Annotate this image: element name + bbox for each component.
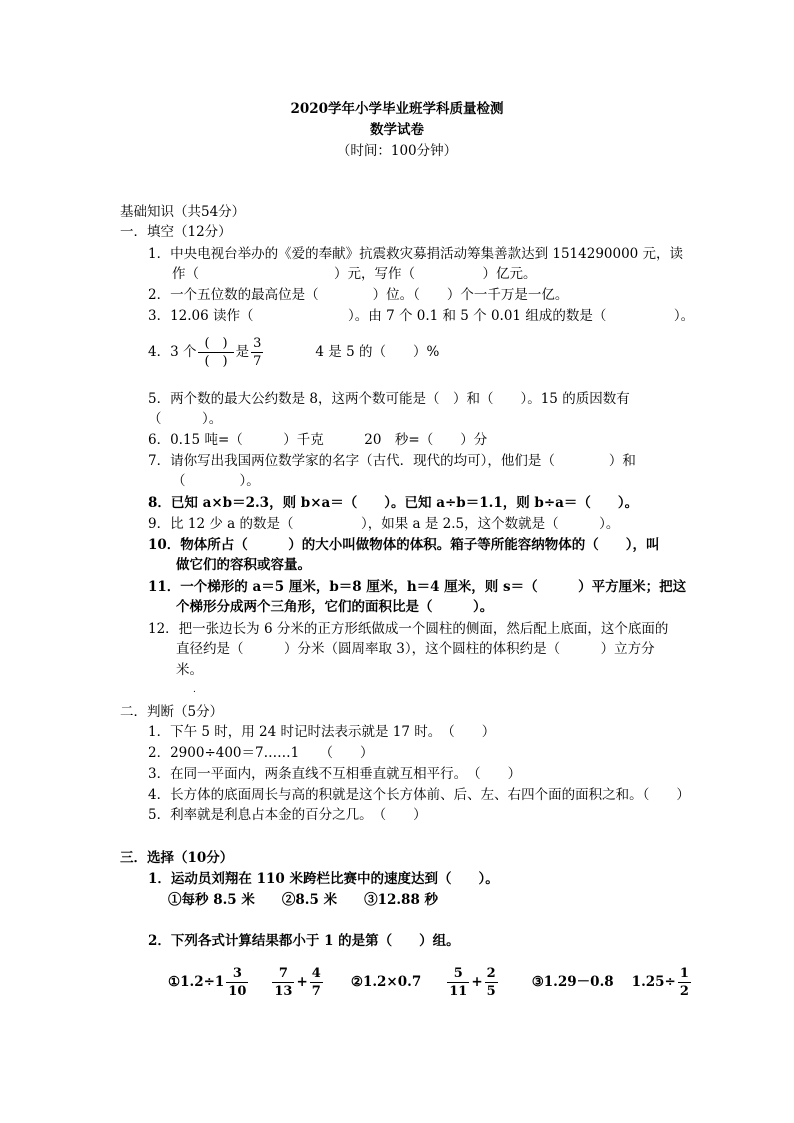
- option-3-fraction: [678, 966, 691, 999]
- fraction-numerator: 4: [311, 966, 321, 981]
- question-1-11: 11．一个梯形的 a＝5 厘米，b＝8 厘米，h＝4 厘米，则 s＝（ ）平方厘米；把这: [148, 579, 687, 595]
- plus-sign: +: [471, 974, 483, 990]
- option-3-prefix: ③1.29－0.8: [531, 974, 614, 990]
- option-2-prefix: ②1.2×0.7: [350, 974, 422, 990]
- exam-subtitle: 数学试卷: [370, 122, 424, 138]
- question-1-11-cont: 个梯形分成两个三角形，它们的面积比是（ ）。: [176, 599, 494, 615]
- judge-item-5: 5．利率就是利息占本金的百分之几。 （ ）: [148, 807, 427, 823]
- q4-prefix: 4．3 个: [148, 344, 197, 360]
- question-1-12: 12．把一张边长为 6 分米的正方形纸做成一个圆柱的侧面，然后配上底面，这个底面的: [148, 621, 669, 637]
- fraction-numerator: 1: [679, 966, 689, 981]
- option-1-prefix: ①1.2÷1: [168, 974, 225, 990]
- fraction-numerator: 2: [486, 966, 496, 981]
- question-1-7: 7．请你写出我国两位数学家的名字（古代．现代的均可），他们是（ ）和: [148, 453, 636, 469]
- question-1-6: 6．0.15 吨=（ ）千克 20 秒=（ ）分: [148, 432, 488, 448]
- question-1-10: 10．物体所占（ ）的大小叫做物体的体积。箱子等所能容纳物体的（ ），叫: [148, 537, 660, 553]
- option-1-fraction-b: [272, 966, 294, 999]
- question-1-12-cont: 直径约是（ ）分米（圆周率取 3），这个圆柱的体积约是（ ）立方分: [176, 641, 655, 657]
- question-1-1: 1．中央电视台举办的《爱的奉献》抗震救灾募捐活动筹集善款达到 1514290000 元，读: [148, 246, 684, 262]
- option-1-fraction-c: [310, 966, 323, 999]
- q4-tail: 4 是 5 的（ ）%: [315, 344, 440, 360]
- question-1-5-cont: （ ）。: [148, 411, 223, 427]
- q4-fraction: [251, 336, 263, 369]
- fraction-numerator: 3: [232, 966, 242, 981]
- question-1-8: 8．已知 a×b＝2.3，则 b×a＝（ ）。已知 a÷b＝1.1，则 b÷a＝（ ）。: [148, 495, 639, 511]
- fraction-denominator: 11: [449, 984, 468, 999]
- fraction-numerator: ( ): [204, 336, 228, 351]
- option-3-b: 1.25÷: [631, 974, 676, 990]
- part3-heading: 三．选择（10分）: [120, 850, 234, 866]
- judge-item-4: 4．长方体的底面周长与高的积就是这个长方体前、后、左、右四个面的面积之和。（ ）: [148, 787, 690, 803]
- option-2-fraction-a: [447, 966, 469, 999]
- question-1-4: [148, 335, 439, 369]
- choice-question-1: 1．运动员刘翔在 110 米跨栏比赛中的速度达到（ ）。: [148, 871, 499, 887]
- section-basic-heading: 基础知识（共54分）: [120, 204, 246, 220]
- plus-sign: +: [296, 974, 308, 990]
- fraction-denominator: 10: [228, 984, 247, 999]
- question-1-7-cont: （ ）。: [172, 473, 260, 489]
- fraction-denominator: ( ): [198, 352, 233, 369]
- question-1-5: 5．两个数的最大公约数是 8，这两个数可能是（ ）和（ ）。15 的质因数有: [148, 391, 630, 407]
- option-2-fraction-b: [485, 966, 498, 999]
- judge-item-2: 2．2900÷400＝7……1 （ ）: [148, 745, 374, 761]
- question-1-2: 2．一个五位数的最高位是（ ）位。（ ）个一千万是一亿。: [148, 287, 569, 303]
- fraction-denominator: 7: [253, 354, 262, 369]
- fraction-denominator: 13: [274, 984, 293, 999]
- question-1-3: 3．12.06 读作（ ）。由 7 个 0.1 和 5 个 0.01 组成的数是（ ）。: [148, 308, 695, 324]
- part2-heading: 二．判断（5分）: [120, 704, 224, 720]
- fraction-denominator: 5: [486, 984, 496, 999]
- part1-heading: 一．填空（12分）: [120, 224, 232, 240]
- judge-item-3: 3．在同一平面内，两条直线不互相垂直就互相平行。 （ ）: [148, 766, 522, 782]
- exam-time: （时间：100分钟）: [336, 143, 458, 159]
- fraction-numerator: 5: [453, 966, 463, 981]
- fraction-denominator: 2: [679, 984, 689, 999]
- fraction-denominator: 7: [311, 984, 321, 999]
- exam-title: 2020学年小学毕业班学科质量检测: [290, 101, 504, 117]
- question-1-12-cont2: 米。: [176, 662, 203, 678]
- stray-dot: .: [193, 685, 196, 695]
- judge-item-1: 1．下午 5 时，用 24 时记时法表示就是 17 时。 （ ）: [148, 724, 496, 740]
- q4-fraction-blank: [198, 336, 233, 369]
- choice-question-2: 2．下列各式计算结果都小于 1 的是第（ ）组。: [148, 933, 460, 949]
- choice-question-1-options: ①每秒 8.5 米 ②8.5 米 ③12.88 秒: [168, 892, 439, 908]
- fraction-numerator: 3: [253, 336, 262, 351]
- q4-mid: 是: [235, 344, 250, 360]
- fraction-numerator: 7: [278, 966, 288, 981]
- option-1-fraction: [226, 966, 248, 999]
- choice-question-2-options: [168, 963, 693, 1001]
- question-1-10-cont: 做它们的容积或容量。: [176, 557, 311, 573]
- question-1-9: 9．比 12 少 a 的数是（ ），如果 a 是 2.5，这个数就是（ ）。: [148, 516, 620, 532]
- question-1-1-cont: 作（ ）元，写作（ ）亿元。: [172, 266, 537, 282]
